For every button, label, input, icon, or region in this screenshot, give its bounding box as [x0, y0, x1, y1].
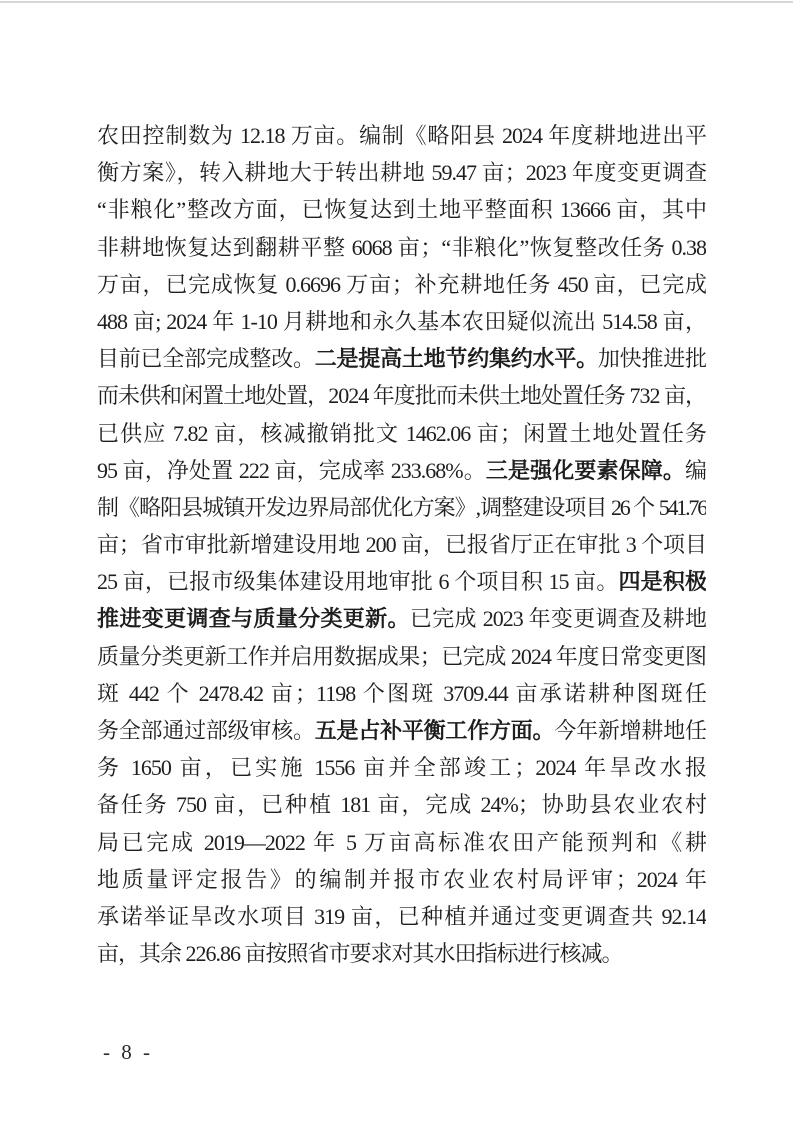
text-segment: 务全部通过部级审核。	[97, 718, 315, 743]
text-segment: 亩，其余 226.86 亩按照省市要求对其水田指标进行核减。	[97, 941, 623, 967]
text-segment: 95 亩，净处置 222 亩，完成率 233.68%。	[97, 457, 486, 483]
text-line	[97, 377, 706, 414]
text-line	[97, 415, 706, 452]
text-segment: 质量分类更新工作并启用数据成果；已完成 2024 年度日常变更图	[97, 643, 706, 669]
page-number: - 8 -	[103, 1040, 153, 1064]
text-line	[97, 638, 706, 675]
text-line	[97, 898, 706, 935]
text-segment: 加快推进批	[597, 346, 706, 372]
text-segment: 务 1650 亩，已实施 1556 亩并全部竣工；2024 年旱改水报	[97, 755, 706, 781]
text-line	[97, 489, 706, 526]
text-line	[97, 526, 706, 563]
text-segment: 25 亩，已报市级集体建设用地审批 6 个项目积 15 亩。	[97, 569, 619, 595]
text-segment: 编	[684, 457, 706, 483]
text-segment: 制《略阳县城镇开发边界局部优化方案》,调整建设项目 26 个 541.76	[97, 494, 706, 520]
text-segment: 备任务 750 亩，已种植 181 亩，完成 24%；协助县农业农村	[97, 792, 706, 818]
text-line	[97, 786, 706, 823]
emphasis-text: 二是提高土地节约集约水平。	[314, 346, 598, 372]
scan-artifact-line	[0, 1, 793, 3]
text-segment: 已完成 2023 年变更调查及耕地	[409, 606, 706, 632]
text-segment: 地质量评定报告》的编制并报市农业农村局评审；2024 年	[97, 866, 706, 892]
text-segment: 万亩，已完成恢复 0.6696 万亩；补充耕地任务 450 亩，已完成	[97, 271, 706, 297]
text-line	[97, 117, 706, 154]
text-segment: 局已完成 2019—2022 年 5 万亩高标准农田产能预判和《耕	[97, 829, 706, 855]
text-segment: 农田控制数为 12.18 万亩。编制《略阳县 2024 年度耕地进出平	[97, 123, 706, 148]
text-segment: 承诺举证旱改水项目 319 亩，已种植并通过变更调查共 92.14	[97, 903, 706, 929]
body-text	[97, 117, 706, 972]
text-line	[97, 675, 706, 712]
text-line	[97, 600, 706, 637]
text-segment: 今年新增耕地任	[554, 718, 706, 743]
text-segment: “非粮化”整改方面，已恢复达到土地平整面积 13666 亩，其中	[97, 197, 706, 223]
text-line	[97, 154, 706, 191]
text-line	[97, 563, 706, 600]
text-segment: 亩；省市审批新增建设用地 200 亩，已报省厅正在审批 3 个项目	[97, 532, 706, 558]
text-segment: 目前已全部完成整改。	[97, 346, 315, 372]
text-segment: 488 亩; 2024 年 1-10 月耕地和永久基本农田疑似流出 514.58 亩，	[97, 308, 706, 334]
text-segment: 已供应 7.82 亩，核减撤销批文 1462.06 亩；闲置土地处置任务	[97, 420, 706, 446]
text-line	[97, 861, 706, 898]
text-line	[97, 712, 706, 749]
emphasis-text: 四是积极	[618, 569, 706, 595]
text-line	[97, 824, 706, 861]
text-segment: 而未供和闲置土地处置，2024 年度批而未供土地处置任务 732 亩，	[97, 383, 706, 409]
emphasis-text: 推进变更调查与质量分类更新。	[97, 606, 410, 632]
text-line	[97, 191, 706, 228]
text-line	[97, 229, 706, 266]
text-line	[97, 935, 706, 972]
text-line	[97, 452, 706, 489]
emphasis-text: 五是占补平衡工作方面。	[314, 718, 555, 743]
text-line	[97, 303, 706, 340]
emphasis-text: 三是强化要素保障。	[485, 457, 685, 483]
text-segment: 斑 442 个 2478.42 亩；1198 个图斑 3709.44 亩承诺耕种图斑任	[97, 680, 706, 706]
text-line	[97, 749, 706, 786]
text-line	[97, 340, 706, 377]
text-line	[97, 266, 706, 303]
text-segment: 非耕地恢复达到翻耕平整 6068 亩；“非粮化”恢复整改任务 0.38	[97, 234, 706, 260]
text-segment: 衡方案》，转入耕地大于转出耕地 59.47 亩；2023 年度变更调查	[97, 160, 706, 186]
